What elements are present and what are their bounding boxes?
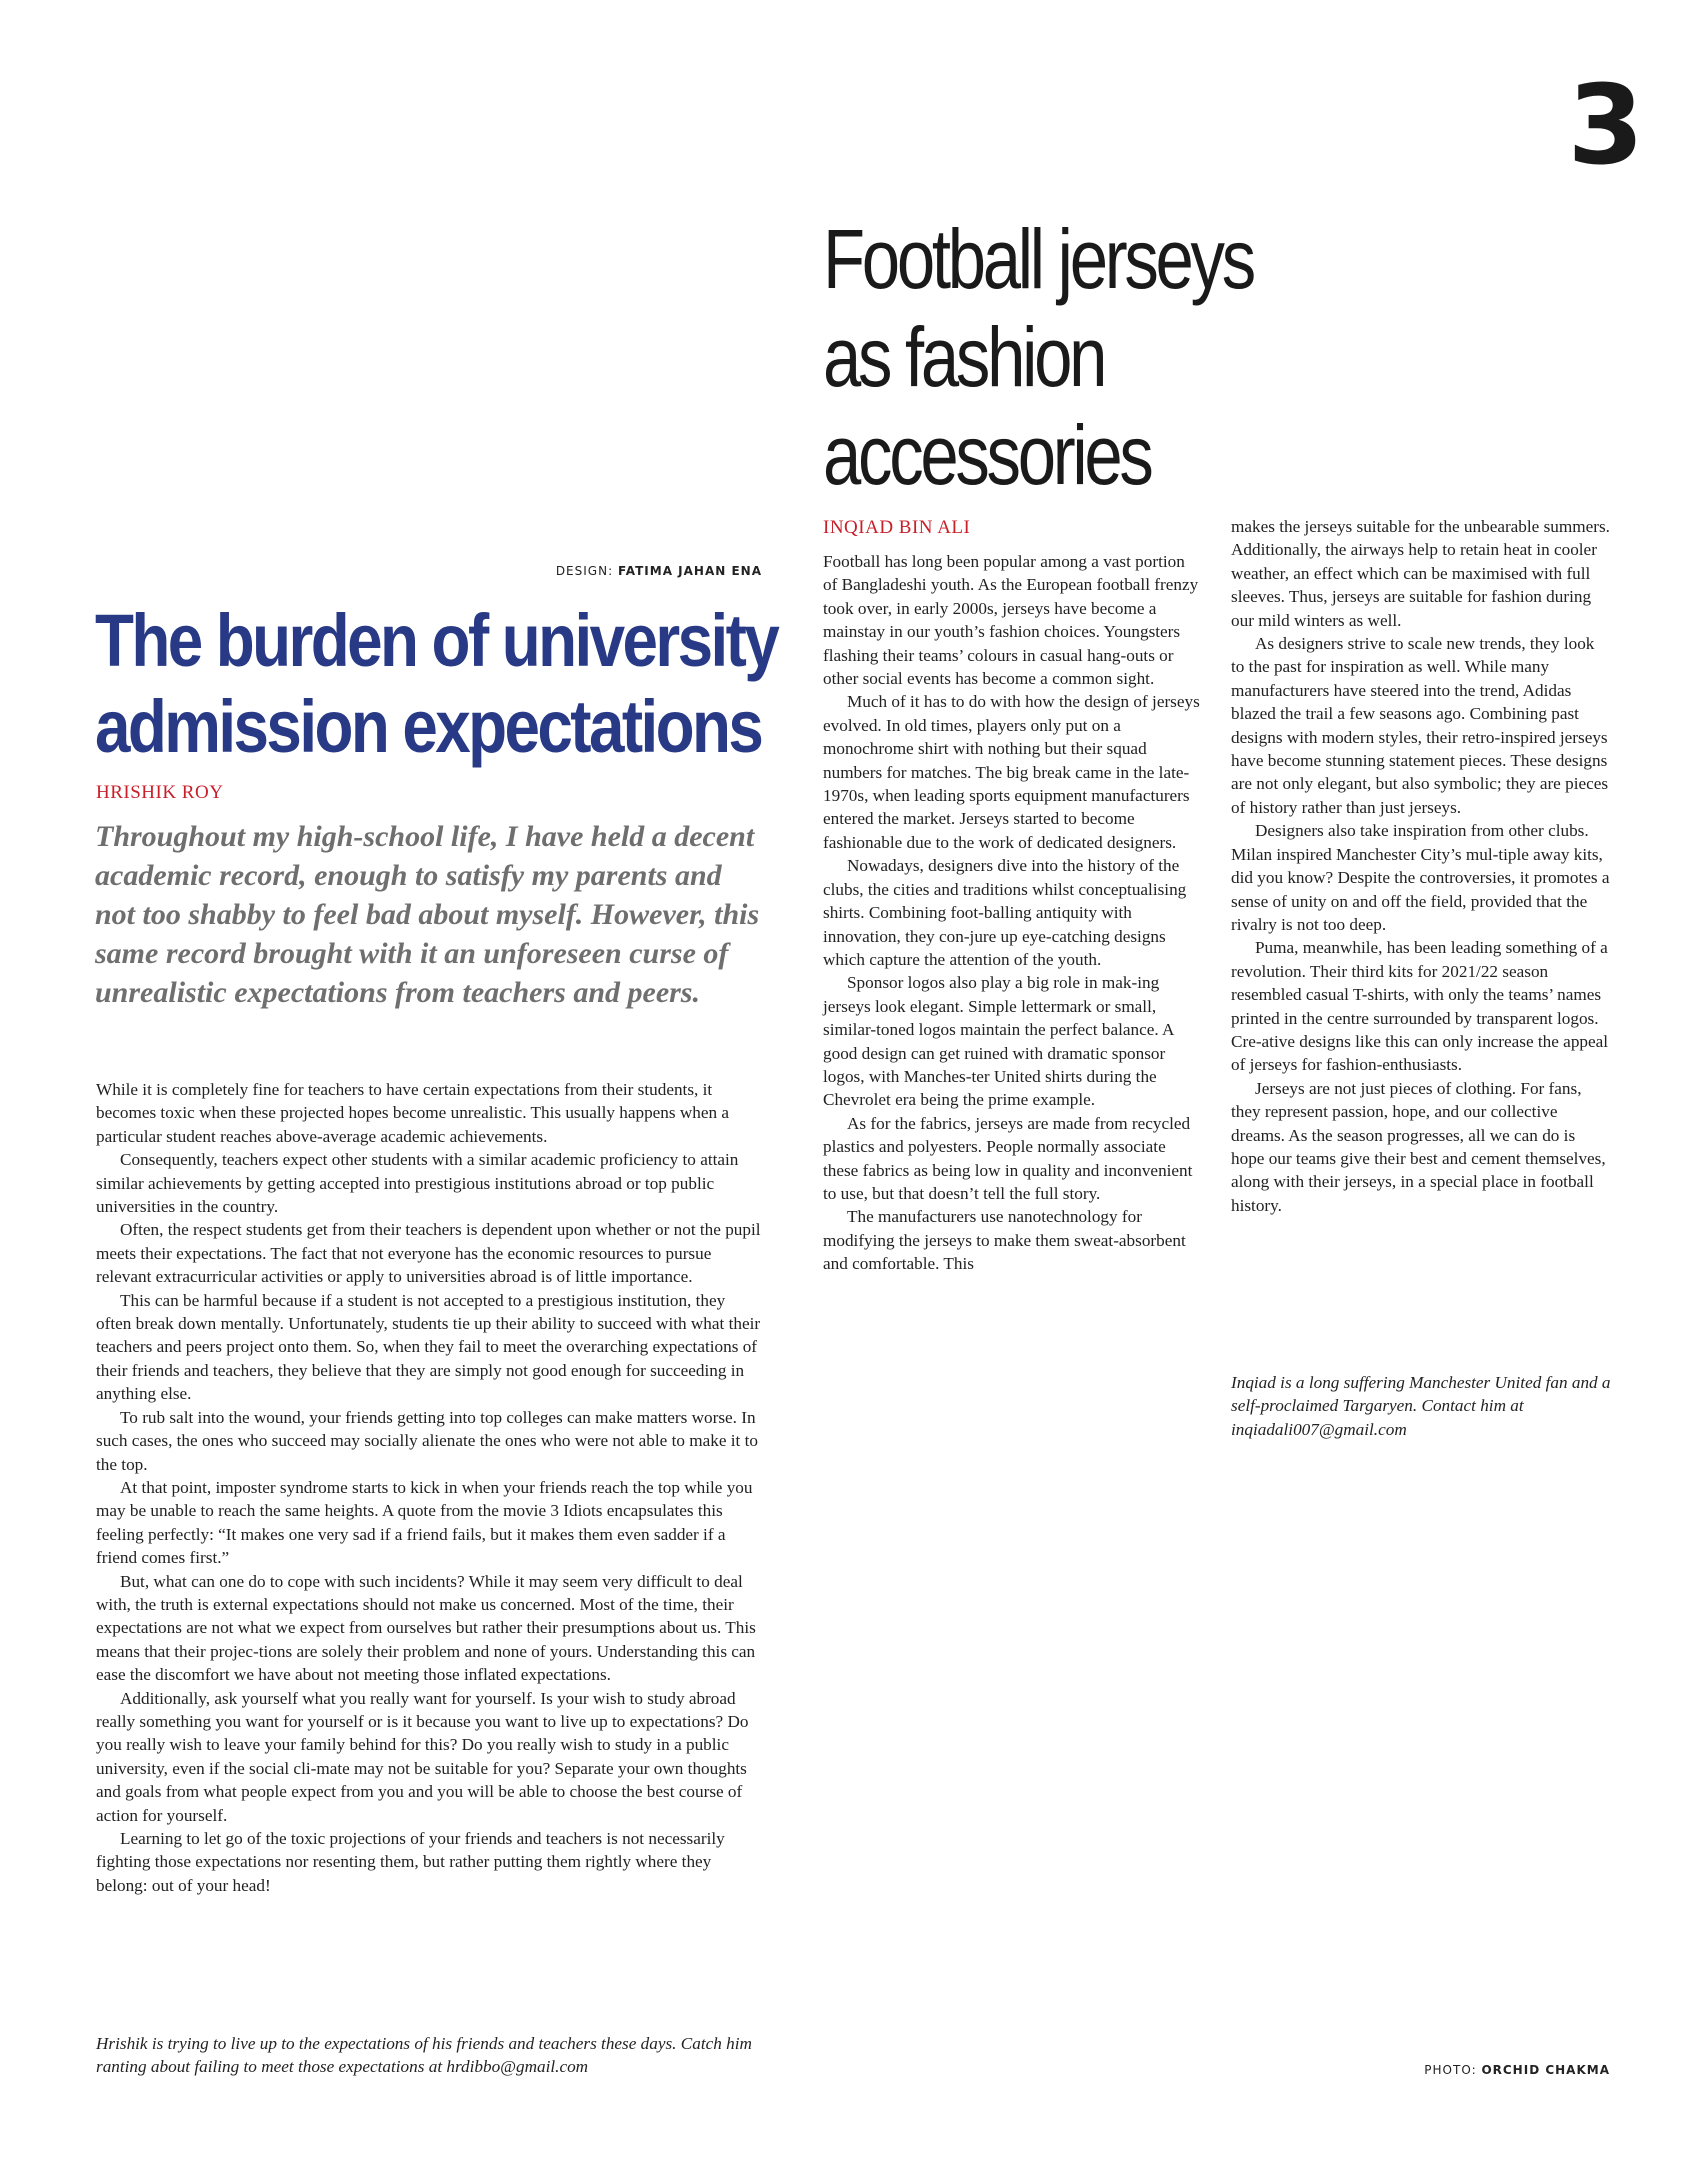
headline-line: The burden of university: [95, 599, 778, 682]
author-bio-inqiad: Inqiad is a long suffering Manchester United fan and a self-proclaimed Targaryen. Contact him at inqiadali007@gmail.com: [1231, 1373, 1611, 1439]
paragraph: As designers strive to scale new trends, they look to the past for inspiration as well. While many manufacturers have steered into the trend, Adidas blazed the trail a few seasons ago. Combining past designs with modern styles, their retro-inspired jerseys have become stunning statement pieces. These designs are not only elegant, but also symbolic; they are pieces of history rather than just jerseys.: [1231, 634, 1609, 817]
article-intro: Throughout my high-school life, I have held a decent academic record, enough to satisfy my parents and not too shabby to feel bad about myself. However, this same record brought with it an unforeseen curse of unrealistic expectations from teachers and peers.: [95, 820, 760, 1009]
photo-credit-label: PHOTO:: [1424, 2063, 1477, 2077]
headline-football-jerseys: [823, 210, 1282, 504]
paragraph: Sponsor logos also play a big role in mak-ing jerseys look elegant. Simple lettermark or small, similar-toned logos maintain the perfect balance. A good design can get ruined with dramatic sponsor logos, with Manches-ter United shirts during the Chevrolet era being the prime example.: [823, 973, 1174, 1110]
paragraph: But, what can one do to cope with such incidents? While it may seem very difficult to deal with, the truth is external expectations should not make us concerned. Most of the time, their expectations are not what we expect from ourselves but rather their presumptions about us. This means that their projec-tions are solely their problem and none of yours. Understanding this can ease the discomfort we have about not meeting those inflated expectations.: [96, 1571, 756, 1685]
byline-hrishik: HRISHIK ROY: [96, 782, 224, 803]
paragraph: Learning to let go of the toxic projections of your friends and teachers is not necessarily fighting those expectations nor resenting them, but rather putting them rightly where they belong: out of your head!: [96, 1829, 725, 1895]
paragraph: As for the fabrics, jerseys are made from recycled plastics and polyesters. People normally associate these fabrics as being low in quality and inconvenient to use, but that doesn’t tell the full story.: [823, 1113, 1193, 1203]
paragraph: makes the jerseys suitable for the unbearable summers. Additionally, the airways help to retain heat in cooler weather, an effect which can be maximised with full sleeves. Thus, jerseys are suitable for fashion during our mild winters as well.: [1231, 517, 1610, 630]
design-credit: [400, 564, 762, 578]
article-column-middle: [823, 550, 1203, 1276]
paragraph: Jerseys are not just pieces of clothing. For fans, they represent passion, hope, and our collective dreams. As the season progresses, all we can do is hope our teams give their best and cement themselves, along with their jerseys, in a special place in football history.: [1231, 1078, 1606, 1215]
paragraph: To rub salt into the wound, your friends getting into top colleges can make matters worse. In such cases, the ones who succeed may socially alienate the ones who were not able to make it to the top.: [96, 1407, 758, 1474]
paragraph: While it is completely fine for teachers to have certain expectations from their students, it becomes toxic when these projected hopes become unrealistic. This usually happens when a particular student reaches above-average academic achievements.: [96, 1080, 730, 1146]
paragraph: Often, the respect students get from their teachers is dependent upon whether or not the pupil meets their expectations. The fact that not everyone has the economic resources to pursue relevant extracurricular activities or apply to universities abroad is of little importance.: [96, 1220, 761, 1287]
author-bio-hrishik: Hrishik is trying to live up to the expectations of his friends and teachers these days. Catch him ranting about failing to meet those expectations at hrdibbo@gmail.com: [96, 2034, 752, 2077]
paragraph: Additionally, ask yourself what you really want for yourself. Is your wish to study abroad really something you want for yourself or is it because you want to live up to expectations? Do you really wish to leave your family behind for this? Do you really wish to study in a public university, even if the social cli-mate may not be suitable for you? Separate your own thoughts and goals from what people expect from you and you will be able to choose the best course of action for yourself.: [96, 1688, 749, 1825]
design-credit-label: DESIGN:: [555, 564, 614, 578]
article-column-right: [1231, 515, 1611, 1217]
photo-credit: [1380, 2063, 1610, 2077]
paragraph: Consequently, teachers expect other students with a similar academic proficiency to attain similar achievements by getting accepted into prestigious institutions abroad or top public universities in the country.: [96, 1150, 739, 1217]
headline-line: accessories: [823, 408, 1151, 502]
paragraph: Much of it has to do with how the design of jerseys evolved. In old times, players only put on a monochrome shirt with nothing but their squad numbers for matches. The big break came in the late-1970s, when leading sports equipment manufacturers entered the market. Jerseys started to become fashionable due to the work of dedicated designers.: [823, 692, 1200, 852]
design-credit-name: FATIMA JAHAN ENA: [617, 564, 762, 578]
paragraph: Football has long been popular among a vast portion of Bangladeshi youth. As the European football frenzy took over, in early 2000s, jerseys have become a mainstay in our youth’s fashion choices. Youngsters flashing their teams’ colours in casual hang-outs or other social events has become a common sight.: [823, 552, 1199, 689]
headline-line: Football jerseys: [823, 212, 1253, 306]
headline-university-admission: [95, 598, 778, 770]
paragraph: Nowadays, designers dive into the history of the clubs, the cities and traditions whilst conceptualising shirts. Combining foot-balling antiquity with innovation, they con-jure up eye-catching designs which capture the attention of the youth.: [823, 856, 1187, 969]
paragraph: At that point, imposter syndrome starts to kick in when your friends reach the top while you may be unable to reach the same heights. A quote from the movie 3 Idiots encapsulates this feeling perfectly: “It makes one very sad if a friend fails, but it makes them even sadder if a friend comes first.”: [96, 1477, 753, 1568]
headline-line: admission expectations: [95, 685, 762, 768]
paragraph: This can be harmful because if a student is not accepted to a prestigious institution, they often break down mentally. Unfortunately, students tie up their ability to succeed with what their teachers and peers project onto them. So, when they fail to meet the overarching expectations of their friends and teachers, they believe that they are simply not good enough for succeeding in anything else.: [96, 1290, 761, 1404]
paragraph: Designers also take inspiration from other clubs. Milan inspired Manchester City’s mul-tiple away kits, did you know? Despite the controversies, it promotes a sense of unity on and off the field, provided that the rivalry is not too deep.: [1231, 821, 1610, 934]
paragraph: Puma, meanwhile, has been leading something of a revolution. Their third kits for 2021/22 season resembled casual T-shirts, with only the teams’ names printed in the centre surrounded by transparent logos. Cre-ative designs like this can only increase the appeal of jerseys for fashion-enthusiasts.: [1231, 938, 1609, 1075]
page-number: 3: [1567, 61, 1640, 189]
paragraph: The manufacturers use nanotechnology for modifying the jerseys to make them sweat-absorbent and comfortable. This: [823, 1207, 1186, 1274]
byline-inqiad: INQIAD BIN ALI: [823, 517, 971, 538]
article-column-left: [96, 1078, 762, 1897]
headline-line: as fashion: [823, 310, 1105, 404]
photo-credit-name: ORCHID CHAKMA: [1481, 2063, 1610, 2077]
